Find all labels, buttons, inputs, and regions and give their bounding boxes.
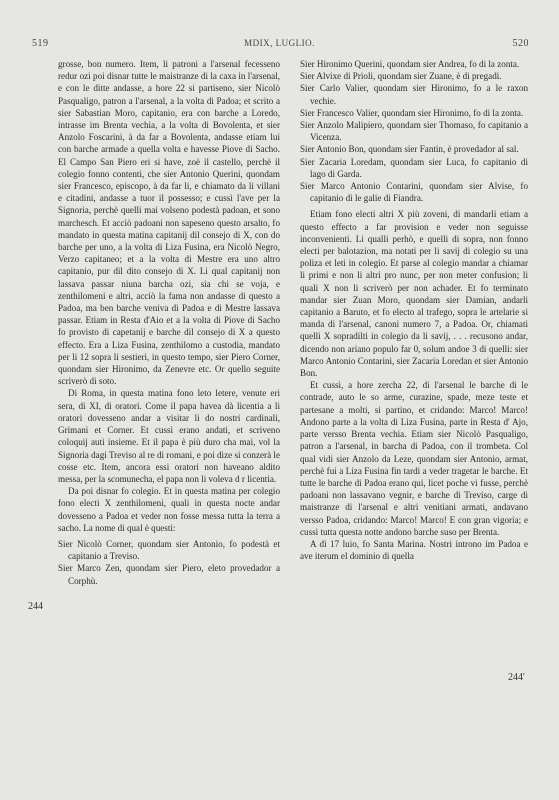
paragraph: Sier Francesco Valier, quondam sier Hironimo, fo di la zonta. bbox=[300, 107, 524, 118]
page-number-right: 520 bbox=[512, 38, 529, 49]
paragraph: Sier Marco Zen, quondam sier Piero, eleto provedador a Corphù. bbox=[58, 563, 280, 586]
paragraph: Da poi disnar fo colegio. Et in questa matina per colegio fono electi X zenthilomeni, quali in questa nocte andar dovesseno a Padoa et veder non fosse messa tutta la terra a sacho. La nome di qual è questi: bbox=[58, 486, 280, 533]
paragraph: A dì 17 luio, fo Santa Marina. Nostri introno im Padoa e ave iterum el dominio di quella bbox=[300, 538, 528, 562]
paragraph: Sier Alvixe di Prioli, quondam sier Zuane, è di pregadi. bbox=[300, 71, 502, 82]
paragraph: Sier Marco Antonio Contarini, quondam sier Alvise, fo capitanio di le galie di Fiandra. bbox=[300, 181, 528, 204]
paragraph: Etiam fono electi altri X più zoveni, di mandarli etiam a questo effecto a far provision e veder non seguisse inconvenienti. Li qualli perhò, e quelli di sopra, non fonno electi per balotazion, ma notati per li savij di colegio su una poliza et leti in colegio. Et parse al colegio mandar a chiamar li primi e non li altri pro nunc, per non meter confusion; li quali X non li scriverò per non achader. Et fo terminato mandar sier Zuan Moro, quondam sier Damian, andarli capitanio a Baruto, et fo electo al trafego, sopra le artelarie si manda di l'arsenal, canoni numero 7, a Padoa. Or, chiamati quelli X sopradilti in colegio da li savij, . . . recusono andar, dicendo non ariano populo far 0, solum andoe 3 di quelli: sier Marco Antonio Contarini, sier Zacaria Loredan et sier Antonio Bon. bbox=[300, 209, 528, 379]
paragraph: Et cussì, a hore zercha 22, di l'arsenal le barche di le contrade, auto le so arme, curazine, spade, meze teste et partesane a molti, si partino, et cridando: Marco! Marco! Andono parte a la volta di Liza Fusina, parte in Resta d' Ajo, parte versso Brenta vechia. Etiam sier Nicolò Pasqualigo, patron a l'arsenal, in barcha di Padoa, con il trombeta. Col qual vidi sier Anzolo da Leze, quondam sier Antonio, armat, perchè fui a Liza Fusina fin tardi a veder tragetar le barche. Et tutte le barche di Padoa erano qui, licet poche vi fusse, perchè padoani non lassavano vegnir, e barche di Treviso, carge di maistranze di l'arsenal e altri venitiani armati, andavano versso Padoa, cridando: Marco! Marco! E con gran vigoria; e cussì tutta questa notte andono barche suso per Brenta. bbox=[300, 380, 528, 537]
running-title: MDIX, LUGLIO. bbox=[244, 38, 315, 48]
margin-number-left: 244 bbox=[28, 601, 43, 612]
paragraph: Sier Nicolò Corner, quondam sier Antonio, fo podestà et capitanio a Treviso. bbox=[58, 538, 280, 562]
paragraph: Sier Zacaria Loredam, quondam sier Luca, fo capitanio di lago di Garda. bbox=[300, 156, 528, 179]
paragraph: Sier Anzolo Malipiero, quondam sier Thomaso, fo capitanio a Vicenza. bbox=[300, 120, 528, 143]
paragraph: Sier Carlo Valier, quondam sier Hironimo, fo a le raxon vechie. bbox=[300, 83, 528, 106]
left-column bbox=[58, 58, 280, 587]
page-number-left: 519 bbox=[32, 38, 49, 49]
right-column bbox=[300, 58, 528, 562]
paragraph: grosse, bon numero. Item, li patroni a l'arsenal fecesseno redur ozi poi disnar tutte le maistranze di la caxa in l'arsenal, e con le ditte andasse, a hore 22 si partiseno, sier Nicolò Pasqualigo, patron a l'arsenal, a la volta di Padoa; et scrito a sier Sabastian Moro, capitanio, era con barche a Loredo, intrasse im Brenta vechia, a la volta di Bovolenta, et sier Anzolo Foscarini, à da far a Bovolenta, andasse etiam lui con barche armade a quella volta e havesse Piove di Sacho. El Campo San Piero eri si have, zoè il castello, perchè il colegio fonno contenti, che sier Antonio Querini, quondam sier Francesco, episcopo, à da far li, e chiamato da li villani e citadini, andasse a tuor il possesso; e cussì l'ave per la Signoria, perchè quelli mai volseno podestà padoan, et sono marchesch. Et acciò padoani non sapeseno questo arsalto, fo mandato in questa matina capitanij dil consejo di X, con do barche per uno, a la volta di Liza Fusina, era Nicolò Negro, Verzo capitaneo; et a la volta di Mestre era uno altro capitanio, pur dil dito consejo di X. Li qual capitanij non lassava passar niuna barcha ozi, sia chi se voja, e zenthilomeni e altri, acciò la fama non andasse di questo a Padoa, ma ben barche veniva di Padoa e di Mestre lassava passar. Etiam in Resta d'Aio et a la volta di Piove di Sacho fo provisto di capetanij e barche dil consejo di X a questo effecto. Era a Liza Fusina, zenthilomo a custodia, mandato per li 12 sopra li sestieri, in questo tempo, sier Piero Corner, quondam sier Hironimo, da Zenevre etc. Or quello seguite scriverò di soto. bbox=[58, 59, 280, 387]
running-header bbox=[0, 38, 559, 52]
paragraph: Di Roma, in questa matina fono leto letere, venute eri sera, di XI, di oratori. Come il papa havea dà licentia a li oratori dovesseno andar a visitar li do nostri cardinali, Grimani et Corner. Et cussì erano andati, et scriveno coloquij auti insieme. Et il papa è più duro cha mai, vol la Signoria dagi Treviso al re di romani, e poi dize si conzerà le cosse etc. Item, ancora essi oratori non haveano aldito messa, per la scomunecha, el papa non li voleva d r licentia. bbox=[58, 388, 280, 484]
paragraph: Sier Hironimo Querini, quondam sier Andrea, fo di la zonta. bbox=[300, 59, 520, 69]
paragraph: Sier Antonio Bon, quondam sier Fantin, è provedador al sal. bbox=[300, 144, 519, 155]
margin-number-right: 244' bbox=[508, 672, 525, 683]
